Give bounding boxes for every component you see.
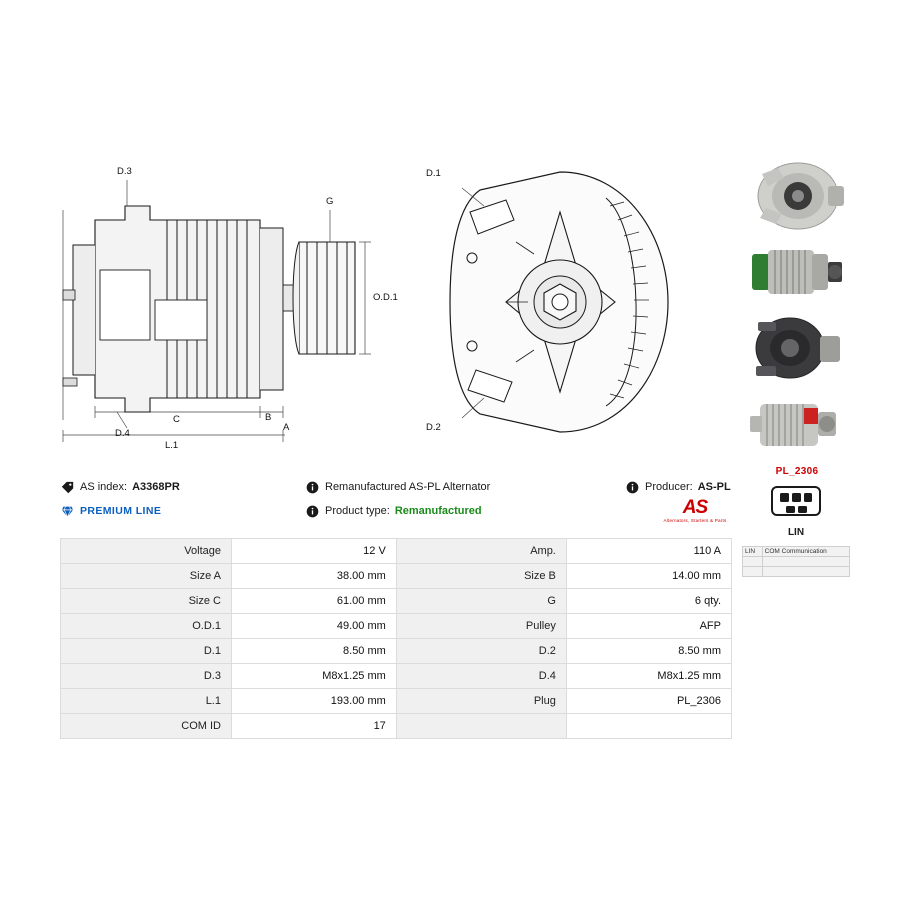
callout-a: A (283, 422, 290, 433)
producer-label: Producer: (645, 481, 693, 493)
brand-name: AS (682, 497, 708, 518)
callout-b: B (265, 412, 272, 423)
callout-d1: D.1 (426, 168, 441, 179)
spec-val-l1: 193.00 mm (231, 689, 396, 714)
table-row (61, 689, 732, 714)
premium-line-label: PREMIUM LINE (80, 505, 162, 517)
lin-cell-2-0 (743, 567, 763, 577)
spec-key-d2: D.2 (396, 639, 566, 664)
diamond-icon (60, 504, 74, 518)
spec-val-empty (566, 714, 731, 739)
spec-val-plug: PL_2306 (566, 689, 731, 714)
table-row (743, 567, 850, 577)
spec-key-d1: D.1 (61, 639, 232, 664)
spec-key-size-b: Size B (396, 564, 566, 589)
spec-val-size-b: 14.00 mm (566, 564, 731, 589)
callout-c: C (173, 414, 180, 425)
description-block (305, 480, 625, 494)
info-icon (305, 504, 319, 518)
spec-key-pulley: Pulley (396, 614, 566, 639)
meta-row-1 (60, 480, 790, 494)
specification-table (60, 538, 732, 739)
alternator-photo-4[interactable] (742, 388, 850, 460)
spec-key-l1: L.1 (61, 689, 232, 714)
spec-val-d3: M8x1.25 mm (231, 664, 396, 689)
callout-od1: O.D.1 (373, 292, 398, 303)
lin-communication-table (742, 546, 850, 577)
spec-key-amp: Amp. (396, 539, 566, 564)
spec-key-d4: D.4 (396, 664, 566, 689)
table-row (61, 539, 732, 564)
product-type-value: Remanufactured (394, 505, 482, 517)
table-row (61, 664, 732, 689)
lin-cell-1-0 (743, 557, 763, 567)
lin-cell-0-1: COM Communication (762, 547, 849, 557)
tag-icon (60, 480, 74, 494)
product-type-label: Product type: (325, 505, 390, 517)
technical-drawings (55, 150, 735, 460)
lin-cell-0-0: LIN (743, 547, 763, 557)
alternator-photo-1[interactable] (742, 160, 850, 232)
spec-key-size-a: Size A (61, 564, 232, 589)
spec-val-d1: 8.50 mm (231, 639, 396, 664)
side-view-svg (55, 150, 395, 460)
description-text: Remanufactured AS-PL Alternator (325, 481, 491, 493)
producer-value: AS-PL (697, 481, 731, 493)
table-row (743, 547, 850, 557)
spec-key-od1: O.D.1 (61, 614, 232, 639)
callout-l1: L.1 (165, 440, 179, 451)
brand-tagline: Alternators, Starters & Parts (663, 518, 727, 523)
spec-val-d2: 8.50 mm (566, 639, 731, 664)
spec-val-d4: M8x1.25 mm (566, 664, 731, 689)
spec-val-pulley: AFP (566, 614, 731, 639)
as-pl-logo (655, 498, 735, 523)
lin-cell-2-1 (762, 567, 849, 577)
as-index-value: A3368PR (132, 481, 180, 493)
spec-val-size-a: 38.00 mm (231, 564, 396, 589)
spec-key-g: G (396, 589, 566, 614)
info-icon (625, 480, 639, 494)
spec-key-voltage: Voltage (61, 539, 232, 564)
info-icon (305, 480, 319, 494)
front-view-svg (410, 150, 710, 460)
lin-cell-1-1 (762, 557, 849, 567)
callout-d3: D.3 (117, 166, 132, 177)
alternator-photo-2[interactable] (742, 236, 850, 308)
table-row (61, 639, 732, 664)
table-row (61, 614, 732, 639)
table-row (61, 589, 732, 614)
callout-d4: D.4 (115, 428, 130, 439)
product-type-block (305, 504, 625, 518)
plug-code-label: PL_2306 (775, 466, 819, 477)
spec-val-com-id: 17 (231, 714, 396, 739)
table-row (61, 564, 732, 589)
as-index-block (60, 480, 305, 494)
premium-line-block (60, 504, 305, 518)
spec-key-d3: D.3 (61, 664, 232, 689)
producer-block (625, 480, 790, 494)
spec-val-size-c: 61.00 mm (231, 589, 396, 614)
callout-d2: D.2 (426, 422, 441, 433)
spec-val-voltage: 12 V (231, 539, 396, 564)
table-row (743, 557, 850, 567)
as-index-label: AS index: (80, 481, 128, 493)
spec-val-amp: 110 A (566, 539, 731, 564)
alternator-front-view-drawing (410, 150, 710, 460)
spec-key-size-c: Size C (61, 589, 232, 614)
spec-key-empty (396, 714, 566, 739)
spec-val-od1: 49.00 mm (231, 614, 396, 639)
callout-g: G (326, 196, 334, 207)
table-row (61, 714, 732, 739)
spec-key-com-id: COM ID (61, 714, 232, 739)
spec-val-g: 6 qty. (566, 589, 731, 614)
plug-type-label: LIN (787, 527, 805, 538)
alternator-side-view-drawing (55, 150, 398, 460)
spec-key-plug: Plug (396, 689, 566, 714)
alternator-photo-3[interactable] (742, 312, 850, 384)
